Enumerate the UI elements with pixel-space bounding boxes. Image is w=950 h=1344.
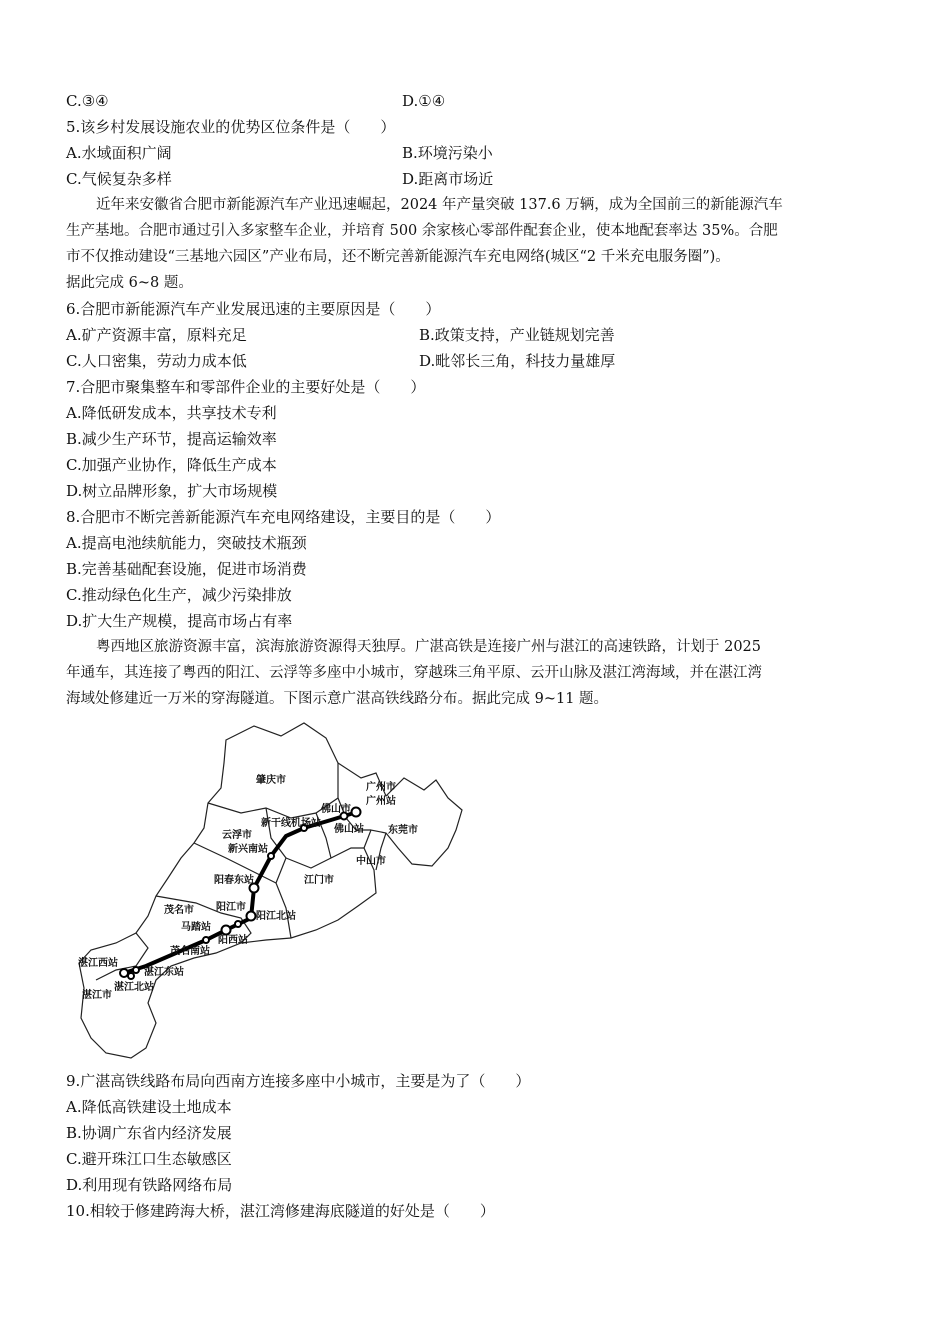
q4-option-d: D.①④ xyxy=(402,92,446,110)
q5-option-c: C.气候复杂多样 xyxy=(66,170,172,188)
passage-guangzhan-line-2: 年通车，其连接了粤西的阳江、云浮等多座中小城市，穿越珠三角平原、云开山脉及湛江湾海域，并在湛江湾 xyxy=(66,665,762,681)
q7-option-a: A.降低研发成本，共享技术专利 xyxy=(66,404,277,422)
q9-option-b: B.协调广东省内经济发展 xyxy=(66,1124,232,1142)
map-boundaries xyxy=(79,723,462,1058)
label-zhanjiang-west: 湛江西站 xyxy=(78,958,118,969)
q7-option-c: C.加强产业协作，降低生产成本 xyxy=(66,456,277,474)
label-foshan-station: 佛山站 xyxy=(334,824,364,835)
label-zhongshan: 中山市 xyxy=(356,856,386,867)
label-maoming: 茂名市 xyxy=(164,905,194,916)
passage-guangzhan-line-1: 粤西地区旅游资源丰富，滨海旅游资源得天独厚。广湛高铁是连接广州与湛江的高速铁路，计划于 2025 xyxy=(96,639,762,655)
q4-option-c: C.③④ xyxy=(66,92,109,110)
label-matou: 马踏站 xyxy=(181,922,211,933)
label-zhanjiang-east: 湛江东站 xyxy=(144,967,184,978)
label-yangjiang: 阳江市 xyxy=(216,902,246,913)
q6-option-b: B.政策支持，产业链规划完善 xyxy=(419,326,615,344)
q5-stem: 5.该乡村发展设施农业的优势区位条件是（ ） xyxy=(66,118,396,136)
q7-stem: 7.合肥市聚集整车和零部件企业的主要好处是（ ） xyxy=(66,378,426,396)
q7-option-d: D.树立品牌形象，扩大市场规模 xyxy=(66,482,278,500)
label-xingan-airport: 新干线机场站 xyxy=(261,818,321,829)
q9-option-c: C.避开珠江口生态敏感区 xyxy=(66,1150,232,1168)
q9-option-d: D.利用现有铁路网络布局 xyxy=(66,1176,233,1194)
label-dongguan: 东莞市 xyxy=(388,825,418,836)
station-zhanjiang-north xyxy=(128,973,134,979)
label-yangxi: 阳西站 xyxy=(218,935,248,946)
station-matou xyxy=(222,926,231,935)
station-xinxing-south xyxy=(268,853,274,859)
q6-option-a: A.矿产资源丰富，原料充足 xyxy=(66,326,247,344)
q10-stem: 10.相较于修建跨海大桥，湛江湾修建海底隧道的好处是（ ） xyxy=(66,1202,495,1220)
label-yangchun-east: 阳春东站 xyxy=(214,875,254,886)
q5-option-a: A.水域面积广阔 xyxy=(66,144,172,162)
passage-hefei-line-1: 近年来安徽省合肥市新能源汽车产业迅速崛起，2024 年产量突破 137.6 万辆，成为全国前三的新能源汽车 xyxy=(96,197,783,213)
q5-option-d: D.距离市场近 xyxy=(402,170,494,188)
q9-stem: 9.广湛高铁线路布局向西南方连接多座中小城市，主要是为了（ ） xyxy=(66,1072,531,1090)
label-zhanjiang-north: 湛江北站 xyxy=(114,982,154,993)
q6-stem: 6.合肥市新能源汽车产业发展迅速的主要原因是（ ） xyxy=(66,300,441,318)
station-guangzhou xyxy=(352,808,361,817)
passage-hefei-line-2: 生产基地。合肥市通过引入多家整车企业，并培育 500 余家核心零部件配套企业，使本地配套率达 35%。合肥 xyxy=(66,223,778,239)
label-yangjiang-north: 阳江北站 xyxy=(256,911,296,922)
label-guangzhou: 广州市 xyxy=(366,782,396,793)
station-zhanjiang-east xyxy=(133,967,139,973)
label-zhanjiang: 湛江市 xyxy=(82,990,112,1001)
q8-option-c: C.推动绿色化生产，减少污染排放 xyxy=(66,586,292,604)
passage-guangzhan xyxy=(66,634,882,712)
q8-option-a: A.提高电池续航能力，突破技术瓶颈 xyxy=(66,534,307,552)
label-zhaoqing: 肇庆市 xyxy=(256,775,286,786)
label-guangzhou-station: 广州站 xyxy=(366,796,396,807)
passage-hefei xyxy=(66,192,882,296)
passage-guangzhan-line-3: 海域处修建近一万米的穿海隧道。下图示意广湛高铁线路分布。据此完成 9~11 题。 xyxy=(66,691,609,707)
station-maoming-south xyxy=(203,937,209,943)
label-yunfu: 云浮市 xyxy=(222,830,252,841)
label-jiangmen: 江门市 xyxy=(304,875,334,886)
q5-option-b: B.环境污染小 xyxy=(402,144,493,162)
passage-hefei-line-4: 据此完成 6~8 题。 xyxy=(66,275,193,291)
station-yangjiang-north xyxy=(247,912,256,921)
label-maoming-south: 茂名南站 xyxy=(170,946,210,957)
q6-option-c: C.人口密集，劳动力成本低 xyxy=(66,352,247,370)
q8-option-b: B.完善基础配套设施，促进市场消费 xyxy=(66,560,307,578)
label-foshan-city: 佛山市 xyxy=(321,804,351,815)
q6-option-d: D.毗邻长三角，科技力量雄厚 xyxy=(419,352,616,370)
q8-option-d: D.扩大生产规模，提高市场占有率 xyxy=(66,612,293,630)
q8-stem: 8.合肥市不断完善新能源汽车充电网络建设，主要目的是（ ） xyxy=(66,508,501,526)
label-xinxing-south: 新兴南站 xyxy=(228,844,268,855)
station-zhanjiang-west xyxy=(120,969,128,977)
q7-option-b: B.减少生产环节，提高运输效率 xyxy=(66,430,277,448)
guangzhan-railway-map xyxy=(76,718,476,1063)
q9-option-a: A.降低高铁建设土地成本 xyxy=(66,1098,232,1116)
passage-hefei-line-3: 市不仅推动建设“三基地六园区”产业布局，还不断完善新能源汽车充电网络(城区“2 千米充电服务圈”)。 xyxy=(66,249,730,265)
station-yangxi xyxy=(235,921,241,927)
